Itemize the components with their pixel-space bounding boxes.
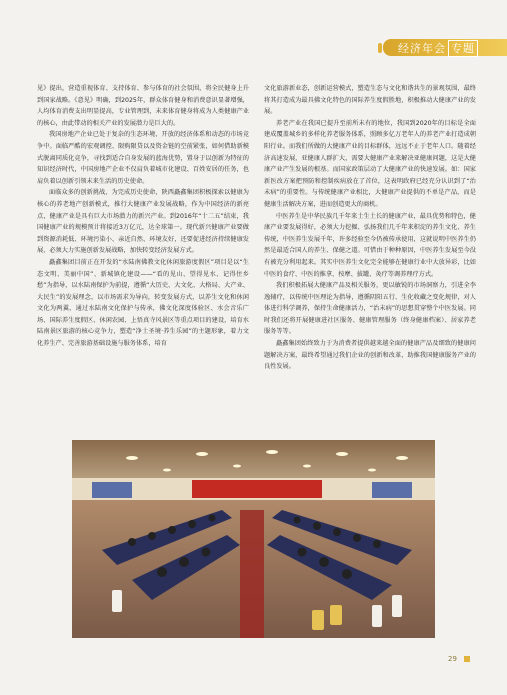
- section-label: 经济年会: [398, 42, 446, 55]
- section-box-label: 专题: [448, 40, 478, 57]
- paragraph: 矗鑫集团目前正在开发的“水陆南佛教文化休闲旅游度假区”项目是以“生态文明、美丽中国”、新城镇化建设——“看的见山、望得见水、记得住乡愁”为指导，以水陆南保护为前提，遵循“大历史、大文化、大格局、大产业、大民生”的发展理念，以市场需求为导向，转变发展方式，以养生文化和休闲文化为两翼，通过水陆南文化保护与传承，佛文化深度体验区、水会音乐广场、国际养生度假区、休闲农园、上悟真寺风景区等重点项目的建设，培育水陆南景区旅游的核心竞争力，塑造“净土圣境·养生乐园”的主题形象，着力文化养生产、完善旅游基础设施与服务体系，培育: [37, 258, 249, 348]
- paragraph: 我国房地产企业已处于复杂的生态环境、开放的经济体系和动态的市场竞争中。面临严酷的宏观调控、限购限贷以及资金链的空前紧张，如何借助新模式脱离同质化竞争，寻找到适合自身发展的蓝海优势，置身于以创新为特征的知识经济时代，中国房地产企业不仅肩负着城市化建设、百姓安居的任务，也肩负着以创新引领未来生活的历史使命。: [37, 131, 249, 185]
- paragraph: 面临众多的创新挑战，为完成历史使命，陕西矗鑫集团积极探索以健康为核心的养老地产创新模式，推行大健康产业发展战略，作为中国经济的新亮点，健康产业是具有巨大市场潜力的新兴产业。到2016年“十二五”结束，我国健康产业的规模预计将接近3万亿元，达全球第一。现代新兴健康产业要做到资源消耗低、环境污染小、亲近自然、环境友好，还要促进经济持续健康发展，必须大力实施创新发展战略，加快转变经济发展方式。: [37, 189, 249, 255]
- left-column: [37, 83, 249, 350]
- conference-photo: [72, 440, 435, 638]
- header-accent-mark: [378, 43, 382, 53]
- paragraph: 养老产业在我国已提升至前所未有的地位，我国到2020年的目标是全面建成覆盖城乡的多样化养老服务体系，照顾多亿万老年人的养老产业打造成朝阳行业。而我们所做的大健康产业的目标群体，远远不止于老年人口。随着经济高速发展，亚健康人群扩大，需要大健康产业来解决亚健康问题，这是大健康产业产生发展的根基。而国家政策层动了大健康产业的快速发展。如：国家新医改方案把预防和控制疾病放在了首位，这表明政府已经充分认识到了“治未病”的重要性。与传统健康产业相比，大健康产业提供的不单是产品，而是健康生活解决方案，进而创造更大的商机。: [264, 119, 476, 208]
- conference-photo-illustration: [72, 440, 435, 638]
- paragraph: 中医养生是中华民族几千年来土生土长的健康产业，最具优势和特色，健康产业要发展得好，必须大力挖掘、弘扬我们几千年来积淀的养生文化、养生传统，中医养生发展千年，许多经验至今仍被传承使用，这就说明中医养生仍然是最适合国人的养生、保健之道。可惜由于种种原因，中医养生发展至今没有被充分利用起来。其实中医养生文化完全能够在健康行业中大放异彩，比如中医的食疗、中医的推拿、按摩、拔罐、灸疗等调养理疗方式。: [264, 212, 476, 278]
- paragraph: 我们积极拓展大健康产品及相关服务，更以敏锐的市场洞察力，引进全李逸辅疗，以传统中医理论为指导，遵循阴阳五行、生化收藏之变化规律，对人体进行科学调养，保持生命健康活力，“治未病”的思想贯穿整个中医发展。同时我们还将开展健康进社区服务、健康管理服务（终身健康档案）、居家养老服务等等。: [264, 282, 476, 336]
- paragraph: 见》提出，营造重视体育、支持体育、参与体育的社会氛围，将全民健身上升到国家战略。《意见》明确，到2025年，群众体育健身和消费意识显著增强，人均体育消费支出明显提高，专业管理到，未来体育健身将成为人类健康产业的核心，由此带动的相关产业的发展潜力是巨大的。: [37, 85, 249, 127]
- page-number: 29: [448, 655, 457, 663]
- paragraph: 文化旅游新业态，创新运营模式，塑造生态与文化和谐共生的景观氛围，最终将其打造成为最具佛文化特色的国际养生度假胜地，积极推动大健康产业的发展。: [264, 85, 476, 116]
- right-column: [264, 83, 476, 373]
- page-number-marker: [464, 656, 470, 662]
- paragraph: 矗鑫集团始终致力于为消费者提供越来越全面的健康产品及细致的健康问题解决方案，最终希望通过我们企业的创新和改革，助推我国健康服务产业的良性发展。: [264, 340, 476, 371]
- section-header: [398, 40, 478, 57]
